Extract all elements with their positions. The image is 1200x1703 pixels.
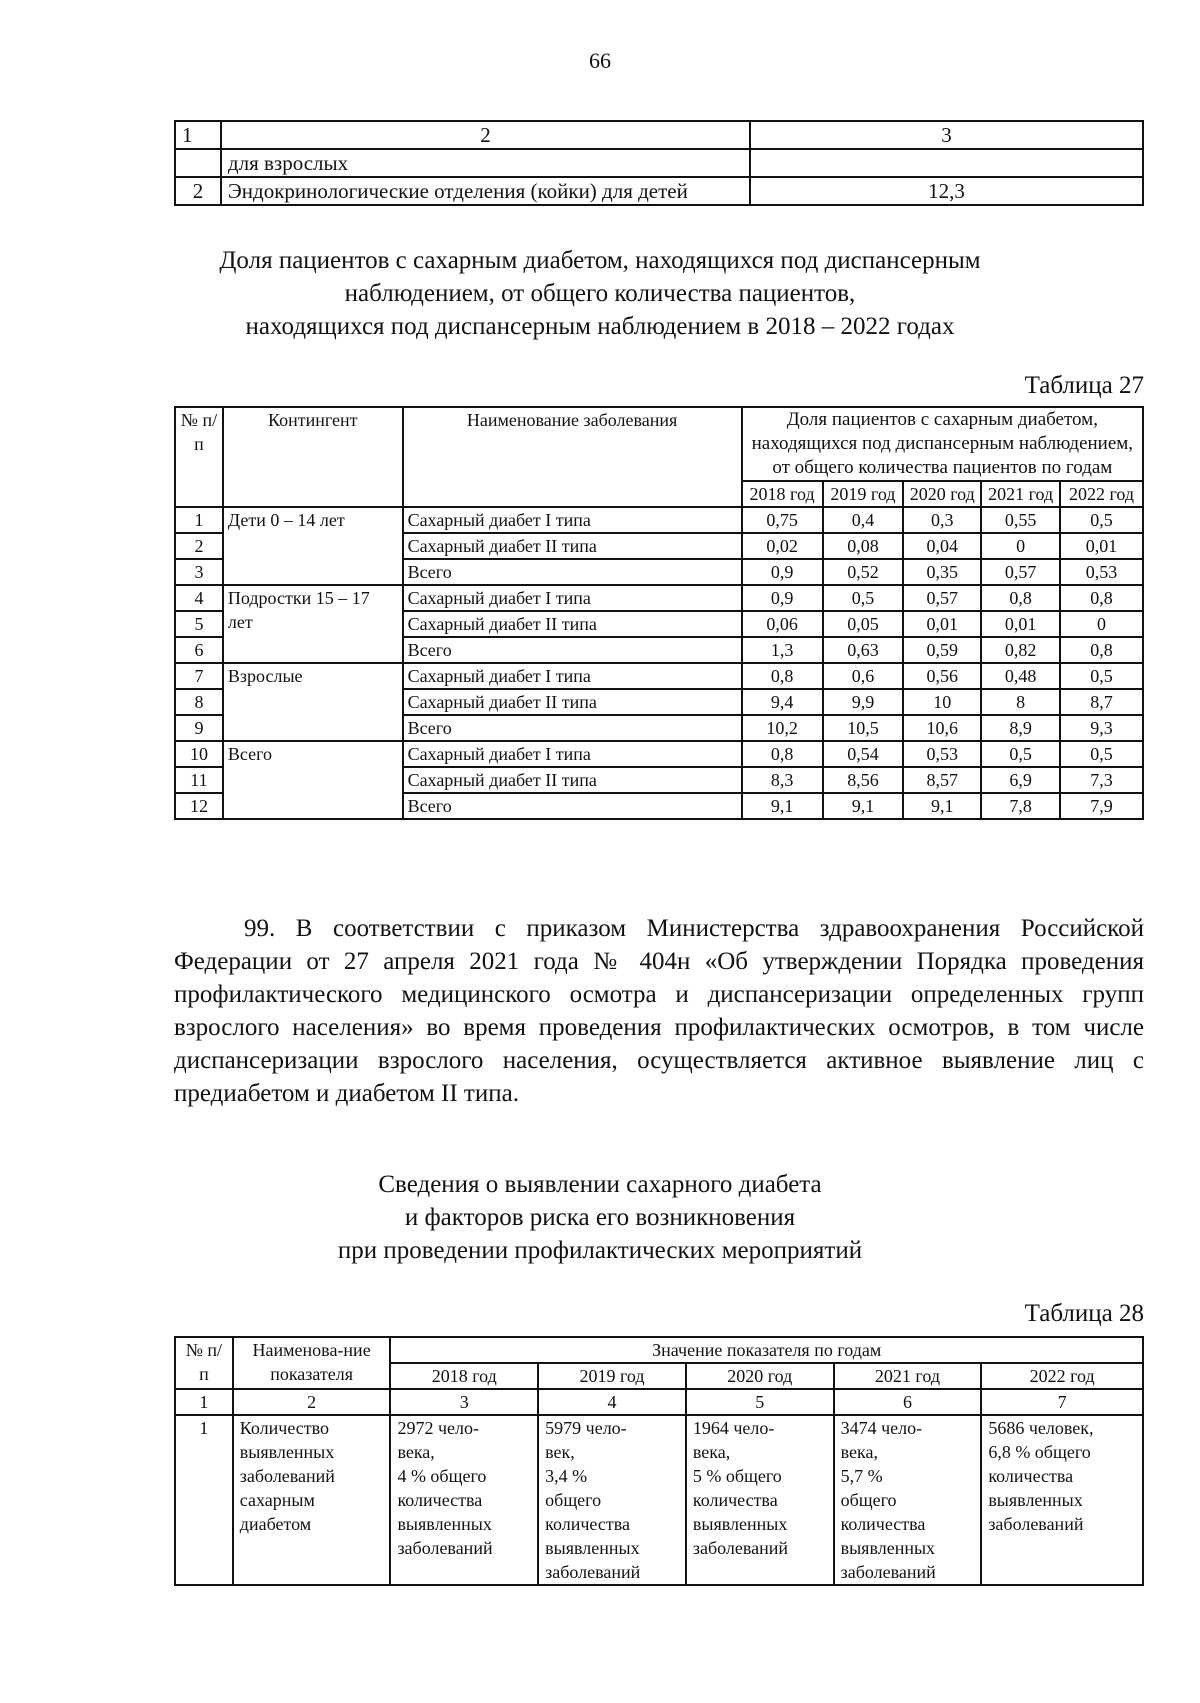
col-number: 2 [221, 121, 750, 149]
disease-name: Сахарный диабет II типа [403, 767, 742, 793]
year-value: 0,57 [903, 585, 981, 611]
disease-name: Сахарный диабет I типа [403, 741, 742, 767]
row-name: Эндокринологические отделения (койки) для детей [221, 177, 750, 205]
year-value: 5686 человек, 6,8 % общего количества выявленных заболеваний [981, 1415, 1143, 1585]
table27-label: Таблица 27 [1024, 372, 1144, 399]
row-number: 1 [175, 507, 223, 533]
year-value: 0,8 [1060, 637, 1143, 663]
col-number: 4 [538, 1389, 686, 1415]
year-value: 0,4 [823, 507, 904, 533]
header-year: 2020 год [686, 1363, 834, 1389]
row-number: 2 [175, 177, 221, 205]
header-num: № п/п [175, 407, 223, 507]
header-share: Доля пациентов с сахарным диабетом, находящихся под диспансерным наблюдением, от общего количества пациентов по годам [742, 407, 1143, 481]
year-value: 0,05 [823, 611, 904, 637]
year-value: 10,2 [742, 715, 823, 741]
row-number: 6 [175, 637, 223, 663]
year-value: 0,01 [903, 611, 981, 637]
disease-name: Сахарный диабет I типа [403, 585, 742, 611]
year-value: 8 [981, 689, 1060, 715]
year-value: 3474 чело- века, 5,7 % общего количества выявленных заболеваний [834, 1415, 982, 1585]
year-value: 0,5 [1060, 663, 1143, 689]
header-disease: Наименование заболевания [403, 407, 742, 507]
indicator-name: Количество выявленных заболеваний сахарным диабетом [233, 1415, 391, 1585]
year-value: 9,3 [1060, 715, 1143, 741]
row-number: 3 [175, 559, 223, 585]
row-number: 2 [175, 533, 223, 559]
disease-name: Сахарный диабет I типа [403, 507, 742, 533]
year-value: 8,3 [742, 767, 823, 793]
disease-name: Всего [403, 559, 742, 585]
year-value: 0,9 [742, 585, 823, 611]
page-number: 66 [589, 48, 611, 73]
year-value: 8,7 [1060, 689, 1143, 715]
year-value: 0,01 [1060, 533, 1143, 559]
row-number: 4 [175, 585, 223, 611]
year-value: 0,52 [823, 559, 904, 585]
year-value: 0,06 [742, 611, 823, 637]
year-value: 0,63 [823, 637, 904, 663]
year-value: 0,5 [1060, 741, 1143, 767]
col-number: 3 [390, 1389, 538, 1415]
disease-name: Сахарный диабет II типа [403, 611, 742, 637]
year-value: 0,8 [742, 663, 823, 689]
year-value: 0,57 [981, 559, 1060, 585]
year-value: 7,9 [1060, 793, 1143, 819]
year-value: 0,08 [823, 533, 904, 559]
col-number: 6 [834, 1389, 982, 1415]
row-number: 1 [175, 1415, 233, 1585]
year-value: 7,3 [1060, 767, 1143, 793]
title-line: находящихся под диспансерным наблюдением в 2018 – 2022 годах [245, 313, 955, 340]
header-year: 2019 год [823, 481, 904, 507]
year-value: 9,4 [742, 689, 823, 715]
col-number: 5 [686, 1389, 834, 1415]
year-value: 9,1 [903, 793, 981, 819]
year-value: 0,01 [981, 611, 1060, 637]
year-value: 0 [981, 533, 1060, 559]
title-line: Сведения о выявлении сахарного диабета [378, 1171, 822, 1198]
table-row [175, 1415, 1143, 1585]
header-year: 2018 год [390, 1363, 538, 1389]
header-year: 2021 год [834, 1363, 982, 1389]
row-number: 11 [175, 767, 223, 793]
header-num: № п/п [175, 1337, 233, 1389]
header-year: 2019 год [538, 1363, 686, 1389]
disease-name: Сахарный диабет II типа [403, 533, 742, 559]
row-number: 8 [175, 689, 223, 715]
table-28 [174, 1336, 1144, 1586]
contingent-cell: Всего [223, 741, 403, 819]
contingent-cell: Подростки 15 – 17 лет [223, 585, 403, 663]
year-value: 8,9 [981, 715, 1060, 741]
title-line: при проведении профилактических мероприятий [337, 1237, 863, 1264]
contingent-cell: Дети 0 – 14 лет [223, 507, 403, 585]
contingent-cell: Взрослые [223, 663, 403, 741]
row-name: для взрослых [221, 149, 750, 177]
table-row [175, 663, 1143, 689]
year-value: 0,35 [903, 559, 981, 585]
disease-name: Всего [403, 793, 742, 819]
header-year: 2021 год [981, 481, 1060, 507]
header-contingent: Контингент [223, 407, 403, 507]
table27-body [175, 507, 1143, 819]
year-value: 7,8 [981, 793, 1060, 819]
year-value: 5979 чело- век, 3,4 % общего количества выявленных заболеваний [538, 1415, 686, 1585]
col-number: 7 [981, 1389, 1143, 1415]
year-value: 0,59 [903, 637, 981, 663]
year-value: 10,5 [823, 715, 904, 741]
table28-label: Таблица 28 [1024, 1300, 1144, 1327]
row-number: 9 [175, 715, 223, 741]
year-value: 1,3 [742, 637, 823, 663]
year-value: 0,04 [903, 533, 981, 559]
row-number: 10 [175, 741, 223, 767]
year-value: 0,9 [742, 559, 823, 585]
year-value: 8,57 [903, 767, 981, 793]
table-27 [174, 406, 1144, 820]
header-indicator: Наименова-ние показателя [233, 1337, 391, 1389]
year-value: 8,56 [823, 767, 904, 793]
year-value: 0,5 [823, 585, 904, 611]
year-value: 0,56 [903, 663, 981, 689]
year-value: 0,82 [981, 637, 1060, 663]
table-row [175, 177, 1143, 205]
year-value: 0 [1060, 611, 1143, 637]
year-value: 9,1 [742, 793, 823, 819]
year-value: 0,8 [1060, 585, 1143, 611]
year-value: 0,55 [981, 507, 1060, 533]
disease-name: Сахарный диабет II типа [403, 689, 742, 715]
row-number: 5 [175, 611, 223, 637]
paragraph-99 [174, 912, 1144, 1110]
row-value: 12,3 [750, 177, 1143, 205]
col-number: 2 [233, 1389, 391, 1415]
col-number: 1 [175, 1389, 233, 1415]
table-row [175, 741, 1143, 767]
row-value [750, 149, 1143, 177]
year-value: 0,3 [903, 507, 981, 533]
year-value: 9,1 [823, 793, 904, 819]
year-value: 2972 чело- века, 4 % общего количества выявленных заболеваний [390, 1415, 538, 1585]
column-numbers-row [175, 1389, 1143, 1415]
table27-title [0, 244, 1200, 343]
table-header-row [175, 121, 1143, 149]
year-value: 10 [903, 689, 981, 715]
table-row [175, 507, 1143, 533]
col-number: 3 [750, 121, 1143, 149]
title-line: Доля пациентов с сахарным диабетом, находящихся под диспансерным [219, 247, 981, 274]
year-value: 0,75 [742, 507, 823, 533]
disease-name: Всего [403, 637, 742, 663]
year-value: 1964 чело- века, 5 % общего количества выявленных заболеваний [686, 1415, 834, 1585]
year-value: 0,6 [823, 663, 904, 689]
title-line: наблюдением, от общего количества пациентов, [344, 280, 856, 307]
header-year: 2022 год [981, 1363, 1143, 1389]
year-value: 0,53 [903, 741, 981, 767]
disease-name: Всего [403, 715, 742, 741]
year-value: 0,5 [981, 741, 1060, 767]
year-value: 6,9 [981, 767, 1060, 793]
year-value: 0,54 [823, 741, 904, 767]
col-number: 1 [175, 121, 221, 149]
table28-title [0, 1168, 1200, 1267]
title-line: и факторов риска его возникновения [404, 1204, 796, 1231]
year-value: 10,6 [903, 715, 981, 741]
year-value: 0,8 [742, 741, 823, 767]
paragraph-text: 99. В соответствии с приказом Министерства здравоохранения Российской Федерации от 27 апреля 2021 года № 404н «Об утверждении Порядка проведения профилактического медицинского осмотра и диспансеризации определенных групп взрослого населения» во время проведения профилактических осмотров, в том числе диспансеризации взрослого населения, осуществляется активное выявление лиц с предиабетом и диабетом II типа. [174, 915, 1144, 1107]
year-value: 0,53 [1060, 559, 1143, 585]
disease-name: Сахарный диабет I типа [403, 663, 742, 689]
header-values: Значение показателя по годам [390, 1337, 1143, 1363]
year-value: 9,9 [823, 689, 904, 715]
table-row [175, 149, 1143, 177]
header-year: 2018 год [742, 481, 823, 507]
year-value: 0,5 [1060, 507, 1143, 533]
year-value: 0,48 [981, 663, 1060, 689]
row-number: 12 [175, 793, 223, 819]
row-number: 7 [175, 663, 223, 689]
header-year: 2020 год [903, 481, 981, 507]
year-value: 0,02 [742, 533, 823, 559]
table-row [175, 585, 1143, 611]
row-number [175, 149, 221, 177]
year-value: 0,8 [981, 585, 1060, 611]
header-year: 2022 год [1060, 481, 1143, 507]
continuation-table [174, 120, 1144, 206]
